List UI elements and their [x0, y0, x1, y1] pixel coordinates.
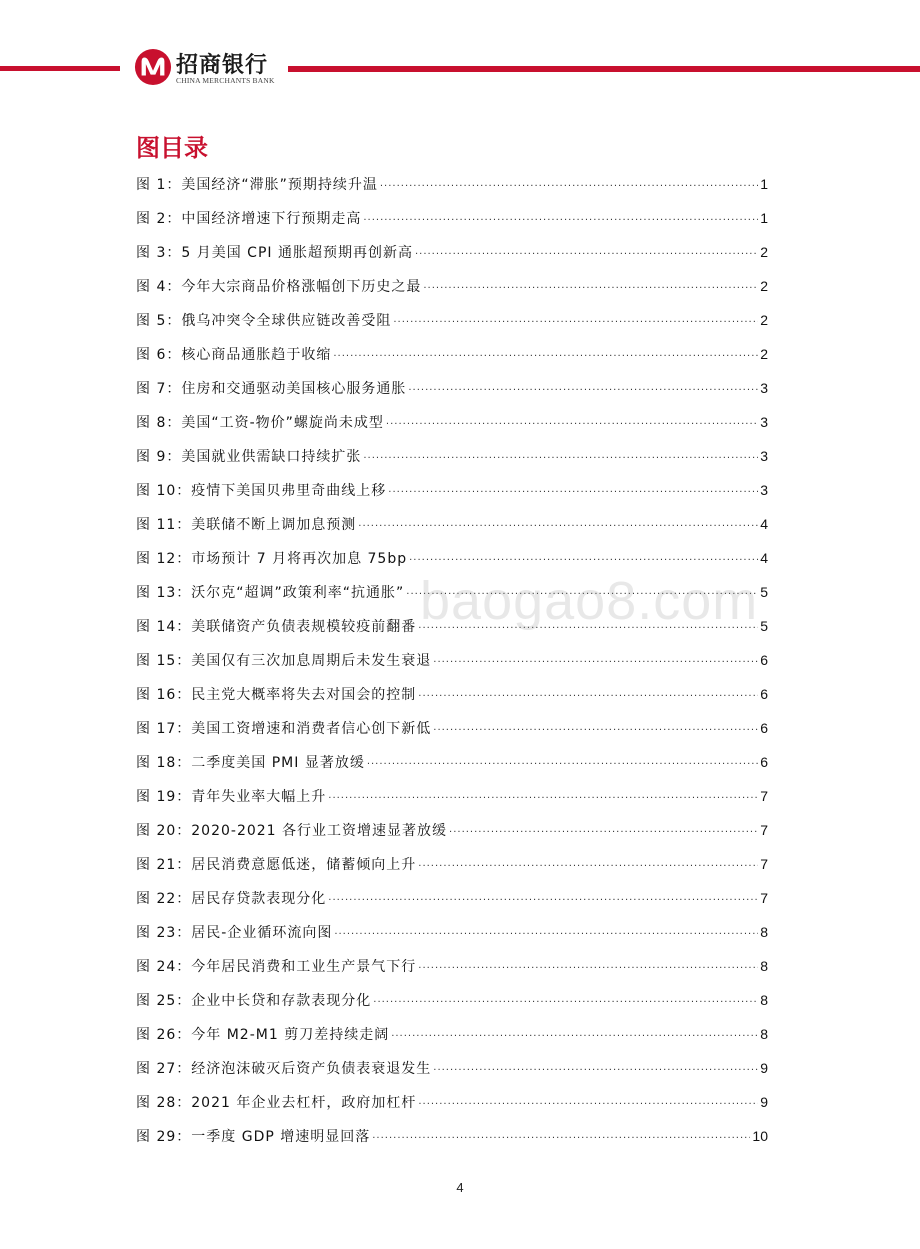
toc-title: 图目录: [136, 134, 208, 162]
toc-entry-page: 10: [752, 1128, 768, 1144]
toc-dot-leader: [373, 989, 758, 1017]
watermark-text: baogao8.com: [420, 571, 759, 631]
toc-entry[interactable]: [136, 238, 768, 272]
toc-dot-leader: [408, 377, 758, 405]
toc-entry[interactable]: [136, 714, 768, 748]
toc-entry-label: 图 8：美国“工资-物价”螺旋尚未成型: [136, 415, 384, 431]
figure-toc-list: [136, 170, 768, 1156]
toc-entry-label: 图 18：二季度美国 PMI 显著放缓: [136, 755, 365, 771]
toc-entry-page: 5: [760, 618, 768, 634]
toc-entry-page: 8: [760, 1026, 768, 1042]
toc-entry-page: 3: [760, 414, 768, 430]
toc-entry[interactable]: [136, 952, 768, 986]
toc-entry-page: 2: [760, 346, 768, 362]
toc-entry-label: 图 25：企业中长贷和存款表现分化: [136, 993, 372, 1009]
toc-entry[interactable]: [136, 476, 768, 510]
toc-entry[interactable]: [136, 1020, 768, 1054]
toc-entry-label: 图 23：居民-企业循环流向图: [136, 925, 333, 941]
bank-logo: [128, 44, 288, 100]
toc-entry-page: 5: [760, 584, 768, 600]
cmb-m-logo-icon: [134, 48, 172, 86]
toc-entry-page: 7: [760, 856, 768, 872]
toc-entry-page: 8: [760, 924, 768, 940]
toc-dot-leader: [380, 173, 758, 201]
toc-entry[interactable]: [136, 272, 768, 306]
toc-entry-label: 图 4：今年大宗商品价格涨幅创下历史之最: [136, 279, 422, 295]
toc-entry-page: 8: [760, 992, 768, 1008]
toc-entry-page: 9: [760, 1060, 768, 1076]
toc-entry[interactable]: [136, 374, 768, 408]
toc-entry-label: 图 1：美国经济“滞胀”预期持续升温: [136, 177, 378, 193]
toc-entry-label: 图 5：俄乌冲突令全球供应链改善受阻: [136, 313, 392, 329]
page-header: [0, 0, 920, 110]
toc-entry-label: 图 11：美联储不断上调加息预测: [136, 517, 357, 533]
toc-dot-leader: [386, 411, 758, 439]
toc-entry-label: 图 19：青年失业率大幅上升: [136, 789, 327, 805]
toc-entry-label: 图 21：居民消费意愿低迷，储蓄倾向上升: [136, 857, 417, 873]
header-rule-left: [0, 66, 120, 71]
toc-entry-label: 图 27：经济泡沫破灭后资产负债表衰退发生: [136, 1061, 432, 1077]
toc-dot-leader: [418, 683, 758, 711]
toc-entry-page: 7: [760, 822, 768, 838]
toc-entry[interactable]: [136, 170, 768, 204]
toc-entry-label: 图 20：2020-2021 各行业工资增速显著放缓: [136, 823, 448, 839]
toc-dot-leader: [393, 309, 758, 337]
toc-entry[interactable]: [136, 680, 768, 714]
toc-entry-page: 6: [760, 754, 768, 770]
toc-dot-leader: [328, 785, 758, 813]
toc-entry[interactable]: [136, 884, 768, 918]
toc-entry[interactable]: [136, 204, 768, 238]
toc-dot-leader: [358, 513, 758, 541]
toc-entry-label: 图 15：美国仅有三次加息周期后未发生衰退: [136, 653, 432, 669]
toc-entry[interactable]: [136, 850, 768, 884]
toc-entry-page: 6: [760, 720, 768, 736]
toc-dot-leader: [388, 479, 758, 507]
toc-entry-page: 3: [760, 380, 768, 396]
toc-dot-leader: [363, 445, 758, 473]
toc-dot-leader: [367, 751, 758, 779]
toc-dot-leader: [433, 649, 758, 677]
toc-entry[interactable]: [136, 748, 768, 782]
toc-entry-label: 图 3：5 月美国 CPI 通胀超预期再创新高: [136, 245, 413, 261]
toc-entry-label: 图 16：民主党大概率将失去对国会的控制: [136, 687, 417, 703]
toc-entry-label: 图 22：居民存贷款表现分化: [136, 891, 327, 907]
toc-entry-label: 图 10：疫情下美国贝弗里奇曲线上移: [136, 483, 387, 499]
toc-entry-page: 2: [760, 312, 768, 328]
toc-entry[interactable]: [136, 918, 768, 952]
toc-entry[interactable]: [136, 408, 768, 442]
toc-entry-page: 1: [760, 176, 768, 192]
toc-entry-page: 4: [760, 516, 768, 532]
toc-entry-label: 图 12：市场预计 7 月将再次加息 75bp: [136, 551, 408, 567]
toc-dot-leader: [433, 1057, 758, 1085]
toc-entry-page: 2: [760, 278, 768, 294]
toc-entry[interactable]: [136, 306, 768, 340]
toc-entry[interactable]: [136, 986, 768, 1020]
toc-entry-label: 图 29：一季度 GDP 增速明显回落: [136, 1129, 371, 1145]
toc-entry[interactable]: [136, 1088, 768, 1122]
toc-entry-label: 图 14：美联储资产负债表规模较疫前翻番: [136, 619, 417, 635]
toc-dot-leader: [418, 853, 758, 881]
toc-entry[interactable]: [136, 782, 768, 816]
toc-entry-page: 1: [760, 210, 768, 226]
toc-dot-leader: [418, 1091, 758, 1119]
toc-entry-page: 6: [760, 652, 768, 668]
toc-entry-label: 图 7：住房和交通驱动美国核心服务通胀: [136, 381, 407, 397]
toc-entry-label: 图 24：今年居民消费和工业生产景气下行: [136, 959, 417, 975]
toc-entry-page: 7: [760, 890, 768, 906]
toc-entry[interactable]: [136, 340, 768, 374]
toc-entry-page: 3: [760, 482, 768, 498]
toc-entry-page: 6: [760, 686, 768, 702]
toc-entry-label: 图 26：今年 M2-M1 剪刀差持续走阔: [136, 1027, 390, 1043]
toc-entry[interactable]: [136, 646, 768, 680]
toc-entry-label: 图 13：沃尔克“超调”政策利率“抗通胀”: [136, 585, 405, 601]
toc-dot-leader: [418, 955, 758, 983]
logo-english-name: CHINA MERCHANTS BANK: [176, 76, 275, 85]
toc-dot-leader: [415, 241, 758, 269]
toc-entry-label: 图 6：核心商品通胀趋于收缩: [136, 347, 332, 363]
toc-dot-leader: [333, 343, 758, 371]
toc-dot-leader: [328, 887, 758, 915]
toc-entry-label: 图 2：中国经济增速下行预期走高: [136, 211, 362, 227]
toc-entry-page: 4: [760, 550, 768, 566]
toc-entry-page: 3: [760, 448, 768, 464]
toc-dot-leader: [391, 1023, 758, 1051]
toc-entry[interactable]: [136, 442, 768, 476]
toc-entry-page: 8: [760, 958, 768, 974]
toc-entry[interactable]: [136, 1122, 768, 1156]
toc-dot-leader: [433, 717, 758, 745]
toc-dot-leader: [423, 275, 758, 303]
toc-entry-page: 9: [760, 1094, 768, 1110]
toc-entry[interactable]: [136, 510, 768, 544]
toc-dot-leader: [363, 207, 758, 235]
page-number: 4: [456, 1180, 464, 1195]
toc-entry-label: 图 9：美国就业供需缺口持续扩张: [136, 449, 362, 465]
header-rule-right: [288, 66, 920, 72]
logo-chinese-name: 招商银行: [176, 53, 269, 78]
toc-dot-leader: [449, 819, 758, 847]
toc-dot-leader: [372, 1125, 750, 1153]
toc-dot-leader: [334, 921, 758, 949]
toc-entry[interactable]: [136, 816, 768, 850]
toc-entry-page: 2: [760, 244, 768, 260]
toc-entry-label: 图 28：2021 年企业去杠杆，政府加杠杆: [136, 1095, 417, 1111]
toc-entry-page: 7: [760, 788, 768, 804]
toc-entry[interactable]: [136, 1054, 768, 1088]
toc-entry-label: 图 17：美国工资增速和消费者信心创下新低: [136, 721, 432, 737]
